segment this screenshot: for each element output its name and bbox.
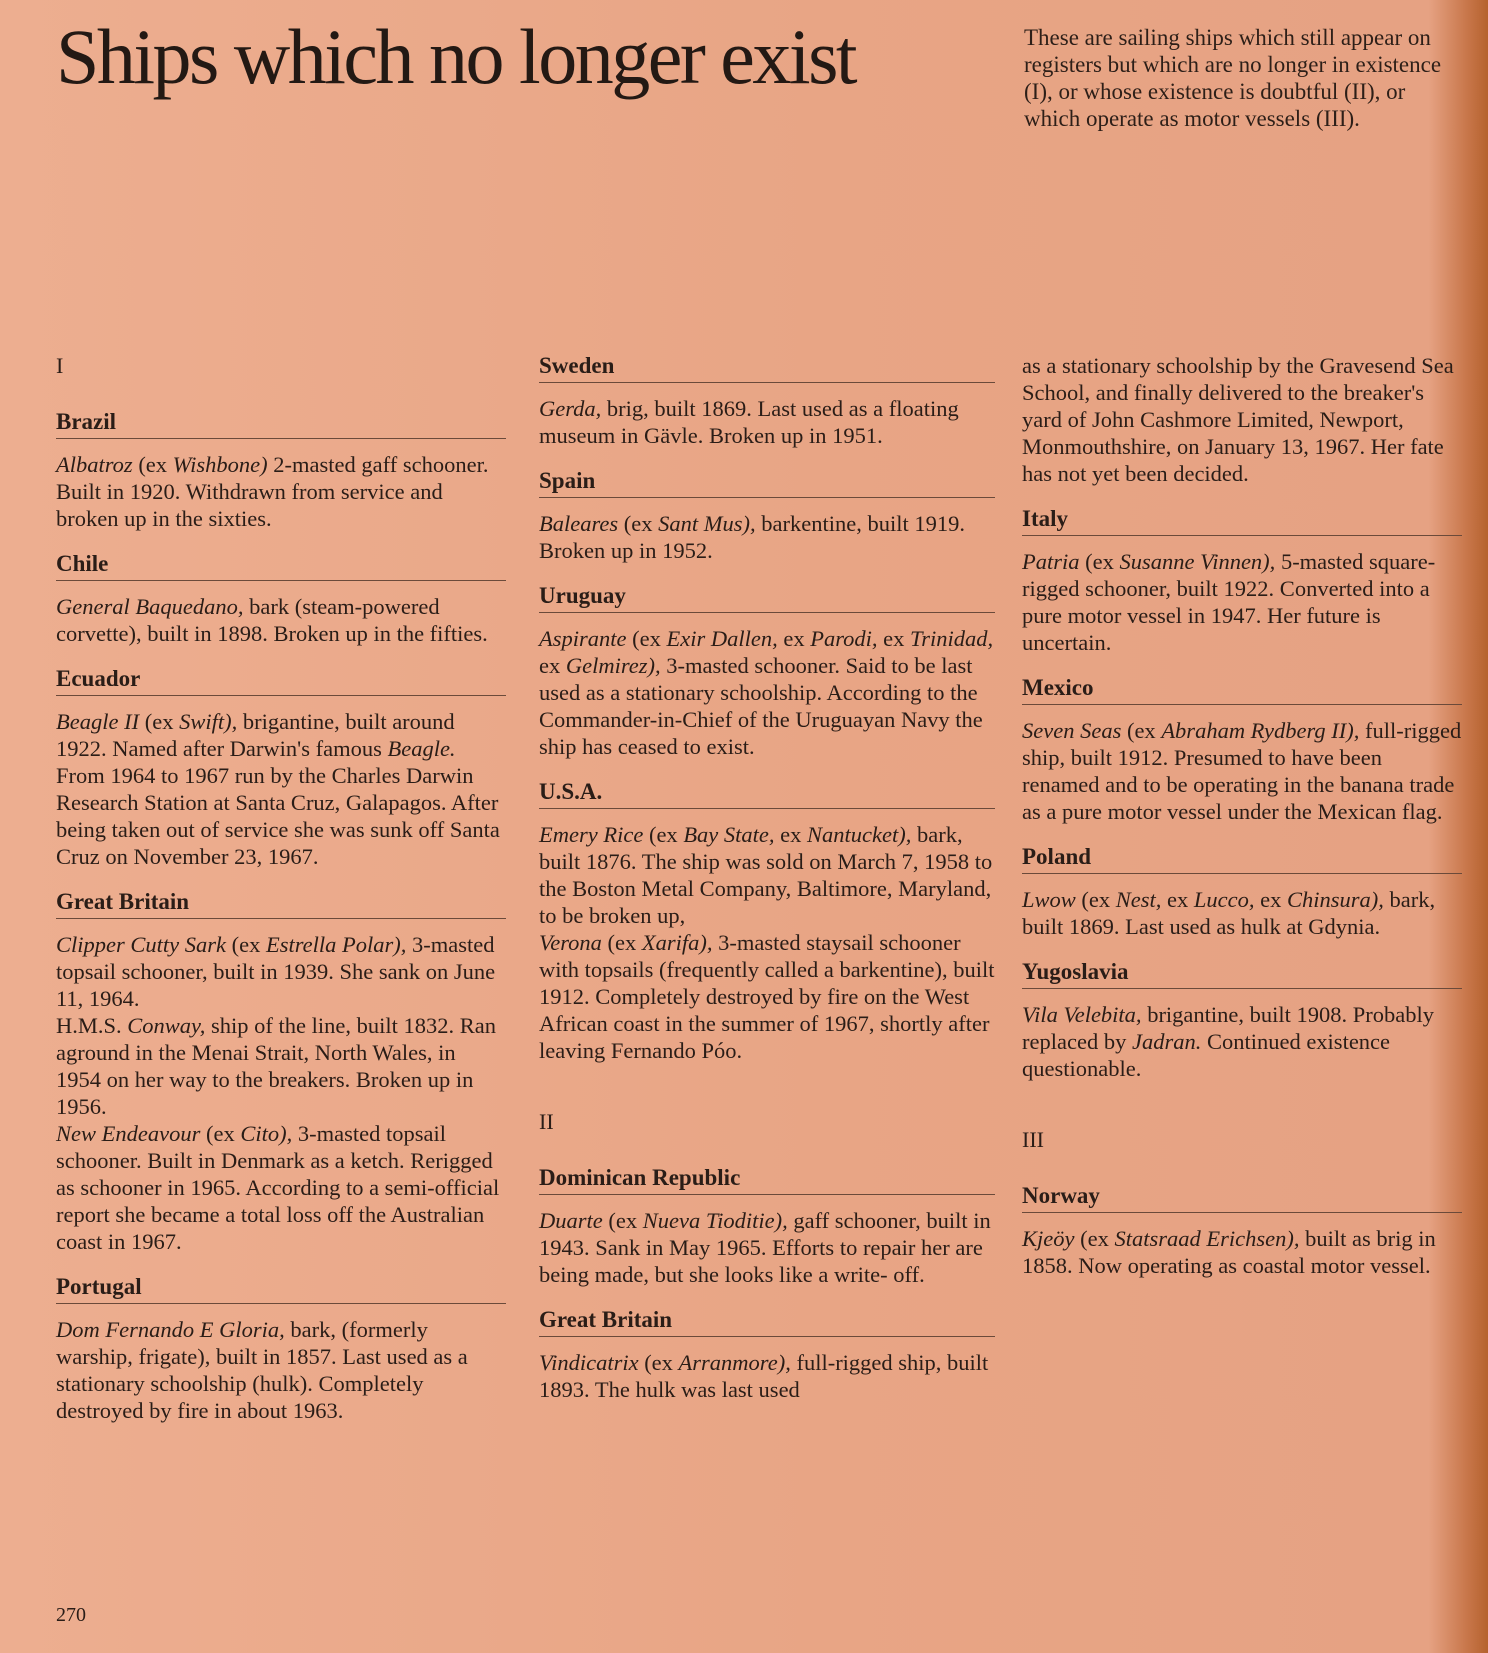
ship-description: 3-masted topsail schooner, built in 1939. She sank on June 11, 1964. <box>56 932 496 1011</box>
country-heading-norway: Norway <box>1022 1182 1462 1213</box>
ship-former-name: Statsraad Erichsen), <box>1114 1226 1300 1251</box>
ship-description: bark (steam-powered corvette), built in 1898. Broken up in the fifties. <box>56 594 488 646</box>
country-heading-brazil: Brazil <box>56 408 506 439</box>
ship-description: brigantine, built 1908. Probably replaced by <box>1022 1002 1435 1054</box>
country-heading-uruguay: Uruguay <box>539 582 995 613</box>
country-heading-italy: Italy <box>1022 505 1462 536</box>
ship-former-name: Cito), <box>240 1121 293 1146</box>
ship-description: brigantine, built around 1922. Named after Darwin's famous <box>56 709 455 761</box>
ship-former-name: Gelmirez), <box>565 653 661 678</box>
ship-name: Emery Rice <box>539 822 644 847</box>
ship-name: Lwow <box>1022 887 1076 912</box>
ship-former-name: Bay State, <box>683 822 775 847</box>
ship-description: 2-masted gaff schooner. Built in 1920. Withdrawn from service and broken up in the sixties. <box>56 452 489 531</box>
ship-former-name: Estrella Polar), <box>265 932 407 957</box>
ship-entry-baleares: Baleares (ex Sant Mus), barkentine, built 1919. Broken up in 1952. <box>539 511 965 563</box>
ship-entry-lwow: Lwow (ex Nest, ex Lucco, ex Chinsura), bark, built 1869. Last used as hulk at Gdynia. <box>1022 887 1436 939</box>
ship-description: 3-masted schooner. Said to be last used as a stationary schoolship. According to the Commander-in-Chief of the Uruguayan Navy the ship has ceased to exist. <box>539 653 983 759</box>
ship-name: General Baquedano, <box>56 594 244 619</box>
ship-description: full-rigged ship, built 1912. Presumed to have been renamed and to be operating in the banana trade as a pure motor vessel under the Mexican flag. <box>1022 718 1462 824</box>
ship-description: 3-masted topsail schooner. Built in Denmark as a ketch. Rerigged as schooner in 1965. According to a semi-official report she became a total loss off the Australian coast in 1967. <box>56 1121 500 1254</box>
ship-entry-vindicatrix: Vindicatrix (ex Arranmore), full-rigged ship, built 1893. The hulk was last used <box>539 1350 989 1402</box>
ship-former-name: Arranmore), <box>678 1350 791 1375</box>
ship-name: Clipper Cutty Sark <box>56 932 226 957</box>
ship-name: Conway, <box>127 1013 206 1038</box>
ship-entry-new-endeavour: New Endeavour (ex Cito), 3-masted topsail schooner. Built in Denmark as a ketch. Rerigged as schooner in 1965. According to a semi-official report she became a total loss off the Australian coast in 1967. <box>56 1121 500 1254</box>
country-heading-mexico: Mexico <box>1022 674 1462 705</box>
ship-former-name: Swift), <box>179 709 238 734</box>
ship-former-name: Lucco, <box>1193 887 1255 912</box>
ship-name-reference: Jadran. <box>1131 1029 1202 1054</box>
country-heading-spain: Spain <box>539 467 995 498</box>
ship-description: Continued existence questionable. <box>1022 1029 1391 1081</box>
ship-name: New Endeavour <box>56 1121 201 1146</box>
ship-former-name: Trinidad, <box>910 626 994 651</box>
ship-name: Dom Fernando E Gloria, <box>56 1317 285 1342</box>
section-heading-ii: II <box>539 1109 554 1134</box>
ship-entry-clipper-cutty-sark: Clipper Cutty Sark (ex Estrella Polar), 3-masted topsail schooner, built in 1939. She sank on June 11, 1964. <box>56 932 496 1011</box>
country-heading-ecuador: Ecuador <box>56 665 506 696</box>
country-heading-chile: Chile <box>56 550 506 581</box>
ship-name: Patria <box>1022 549 1080 574</box>
ship-description: barkentine, built 1919. Broken up in 1952. <box>539 511 965 563</box>
ship-description: 5-masted square-rigged schooner, built 1922. Converted into a pure motor vessel in 1947. Her future is uncertain. <box>1022 549 1436 655</box>
ship-former-name: Exir Dallen, <box>666 626 778 651</box>
ship-former-name: Susanne Vinnen), <box>1119 549 1276 574</box>
country-heading-sweden: Sweden <box>539 352 995 383</box>
ship-entry-beagle-ii: Beagle II (ex Swift), brigantine, built around 1922. Named after Darwin's famous Beagle. From 1964 to 1967 run by the Charles Darwin Research Station at Santa Cruz, Galapagos. After being taken out of service she was sunk off Santa Cruz on November 23, 1967. <box>56 709 500 869</box>
ship-former-name: Sant Mus), <box>658 511 756 536</box>
country-heading-great-britain-ii: Great Britain <box>539 1306 995 1337</box>
ship-former-name: Nantucket), <box>807 822 912 847</box>
section-heading-iii: III <box>1022 1127 1044 1152</box>
ship-name: Duarte <box>539 1208 603 1233</box>
ship-name: Beagle II <box>56 709 140 734</box>
ship-entry-vila-velebita <box>1022 1001 1462 1082</box>
ship-description: From 1964 to 1967 run by the Charles Darwin Research Station at Santa Cruz, Galapagos. After being taken out of service she was sunk off Santa Cruz on November 23, 1967. <box>56 763 500 869</box>
ship-former-name: Xarifa), <box>641 930 713 955</box>
ship-entry-patria: Patria (ex Susanne Vinnen), 5-masted square-rigged schooner, built 1922. Converted into a pure motor vessel in 1947. Her future is uncertain. <box>1022 549 1436 655</box>
ship-entry-duarte: Duarte (ex Nueva Tioditie), gaff schooner, built in 1943. Sank in May 1965. Efforts to repair her are being made, but she looks like a write- off. <box>539 1208 991 1287</box>
ship-description: bark, built 1876. The ship was sold on March 7, 1958 to the Boston Metal Company, Baltimore, Maryland, to be broken up, <box>539 822 993 928</box>
ship-name: Seven Seas <box>1022 718 1122 743</box>
column-3 <box>1022 352 1462 1297</box>
ship-description: bark, built 1869. Last used as hulk at Gdynia. <box>1022 887 1436 939</box>
ship-former-name: Parodi, <box>810 626 878 651</box>
ship-name: Kjeöy <box>1022 1226 1075 1251</box>
column-1 <box>56 352 506 1442</box>
ship-former-name: Nest, <box>1115 887 1162 912</box>
ship-name: Baleares <box>539 511 619 536</box>
ship-description: full-rigged ship, built 1893. The hulk was last used <box>539 1350 989 1402</box>
country-heading-great-britain: Great Britain <box>56 888 506 919</box>
ship-former-name: Nueva Tioditie), <box>642 1208 788 1233</box>
ship-entry-general-baquedano <box>56 593 506 647</box>
ship-description: gaff schooner, built in 1943. Sank in May 1965. Efforts to repair her are being made, but she looks like a write- off. <box>539 1208 991 1287</box>
ship-name: Aspirante <box>539 626 627 651</box>
ship-description: built as brig in 1858. Now operating as coastal motor vessel. <box>1022 1226 1436 1278</box>
column-2 <box>539 352 995 1421</box>
page-title: Ships which no longer exist <box>56 13 856 100</box>
ship-entry-albatroz: Albatroz (ex Wishbone) 2-masted gaff schooner. Built in 1920. Withdrawn from service and broken up in the sixties. <box>56 452 489 531</box>
ship-entry-emery-rice: Emery Rice (ex Bay State, ex Nantucket), bark, built 1876. The ship was sold on March 7, 1958 to the Boston Metal Company, Baltimore, Maryland, to be broken up, <box>539 822 993 928</box>
country-heading-portugal: Portugal <box>56 1273 506 1304</box>
ship-entry-kjeoy: Kjeöy (ex Statsraad Erichsen), built as brig in 1858. Now operating as coastal motor vessel. <box>1022 1226 1436 1278</box>
ship-description: 3-masted staysail schooner with topsails (frequently called a barkentine), built 1912. Completely destroyed by fire on the West African coast in the summer of 1967, shortly after leaving Fernando Póo. <box>539 930 995 1063</box>
ship-entry-dom-fernando <box>56 1316 506 1424</box>
section-heading-i: I <box>56 353 64 378</box>
ship-entry-seven-seas: Seven Seas (ex Abraham Rydberg II), full-rigged ship, built 1912. Presumed to have been renamed and to be operating in the banana trade as a pure motor vessel under the Mexican flag. <box>1022 718 1462 824</box>
ship-description: bark, (formerly warship, frigate), built in 1857. Last used as a stationary schoolship (hulk). Completely destroyed by fire in about 1963. <box>56 1317 468 1423</box>
ship-former-name: Chinsura), <box>1287 887 1384 912</box>
ship-entry-vindicatrix-continued: as a stationary schoolship by the Gravesend Sea School, and finally delivered to the breaker's yard of John Cashmore Limited, Newport, Monmouthshire, on January 13, 1967. Her fate has not yet been decided. <box>1022 353 1454 486</box>
ship-name: Gerda, <box>539 396 602 421</box>
ship-entry-aspirante: Aspirante (ex Exir Dallen, ex Parodi, ex Trinidad, ex Gelmirez), 3-masted schooner. Said to be last used as a stationary schoolship. According to the Commander-in-Chief of the Uruguayan Navy the ship has ceased to exist. <box>539 626 994 759</box>
ship-entry-verona: Verona (ex Xarifa), 3-masted staysail schooner with topsails (frequently called a barkentine), built 1912. Completely destroyed by fire on the West African coast in the summer of 1967, shortly after leaving Fernando Póo. <box>539 930 995 1063</box>
ship-entry-conway: H.M.S. Conway, ship of the line, built 1832. Ran aground in the Menai Strait, North Wales, in 1954 on her way to the breakers. Broken up in 1956. <box>56 1013 497 1119</box>
ship-name: Vila Velebita, <box>1022 1002 1142 1027</box>
ship-former-name: Abraham Rydberg II), <box>1161 718 1360 743</box>
ship-name: Verona <box>539 930 602 955</box>
intro-paragraph: These are sailing ships which still appear on registers but which are no longer in existence (I), or whose existence is doubtful (II), or which operate as motor vessels (III). <box>1024 25 1442 131</box>
ship-former-name: Wishbone) <box>172 452 268 477</box>
ship-name: Albatroz <box>56 452 133 477</box>
ship-name-reference: Beagle. <box>387 736 456 761</box>
country-heading-usa: U.S.A. <box>539 778 995 809</box>
page-number: 270 <box>56 1604 86 1626</box>
country-heading-yugoslavia: Yugoslavia <box>1022 958 1462 989</box>
ship-entry-gerda <box>539 395 995 449</box>
ship-description: ship of the line, built 1832. Ran aground in the Menai Strait, North Wales, in 1954 on her way to the breakers. Broken up in 1956. <box>56 1013 497 1119</box>
country-heading-poland: Poland <box>1022 843 1462 874</box>
ship-name: Vindicatrix <box>539 1350 639 1375</box>
country-heading-dominican-republic: Dominican Republic <box>539 1164 995 1195</box>
ship-description: brig, built 1869. Last used as a floating museum in Gävle. Broken up in 1951. <box>539 396 959 448</box>
